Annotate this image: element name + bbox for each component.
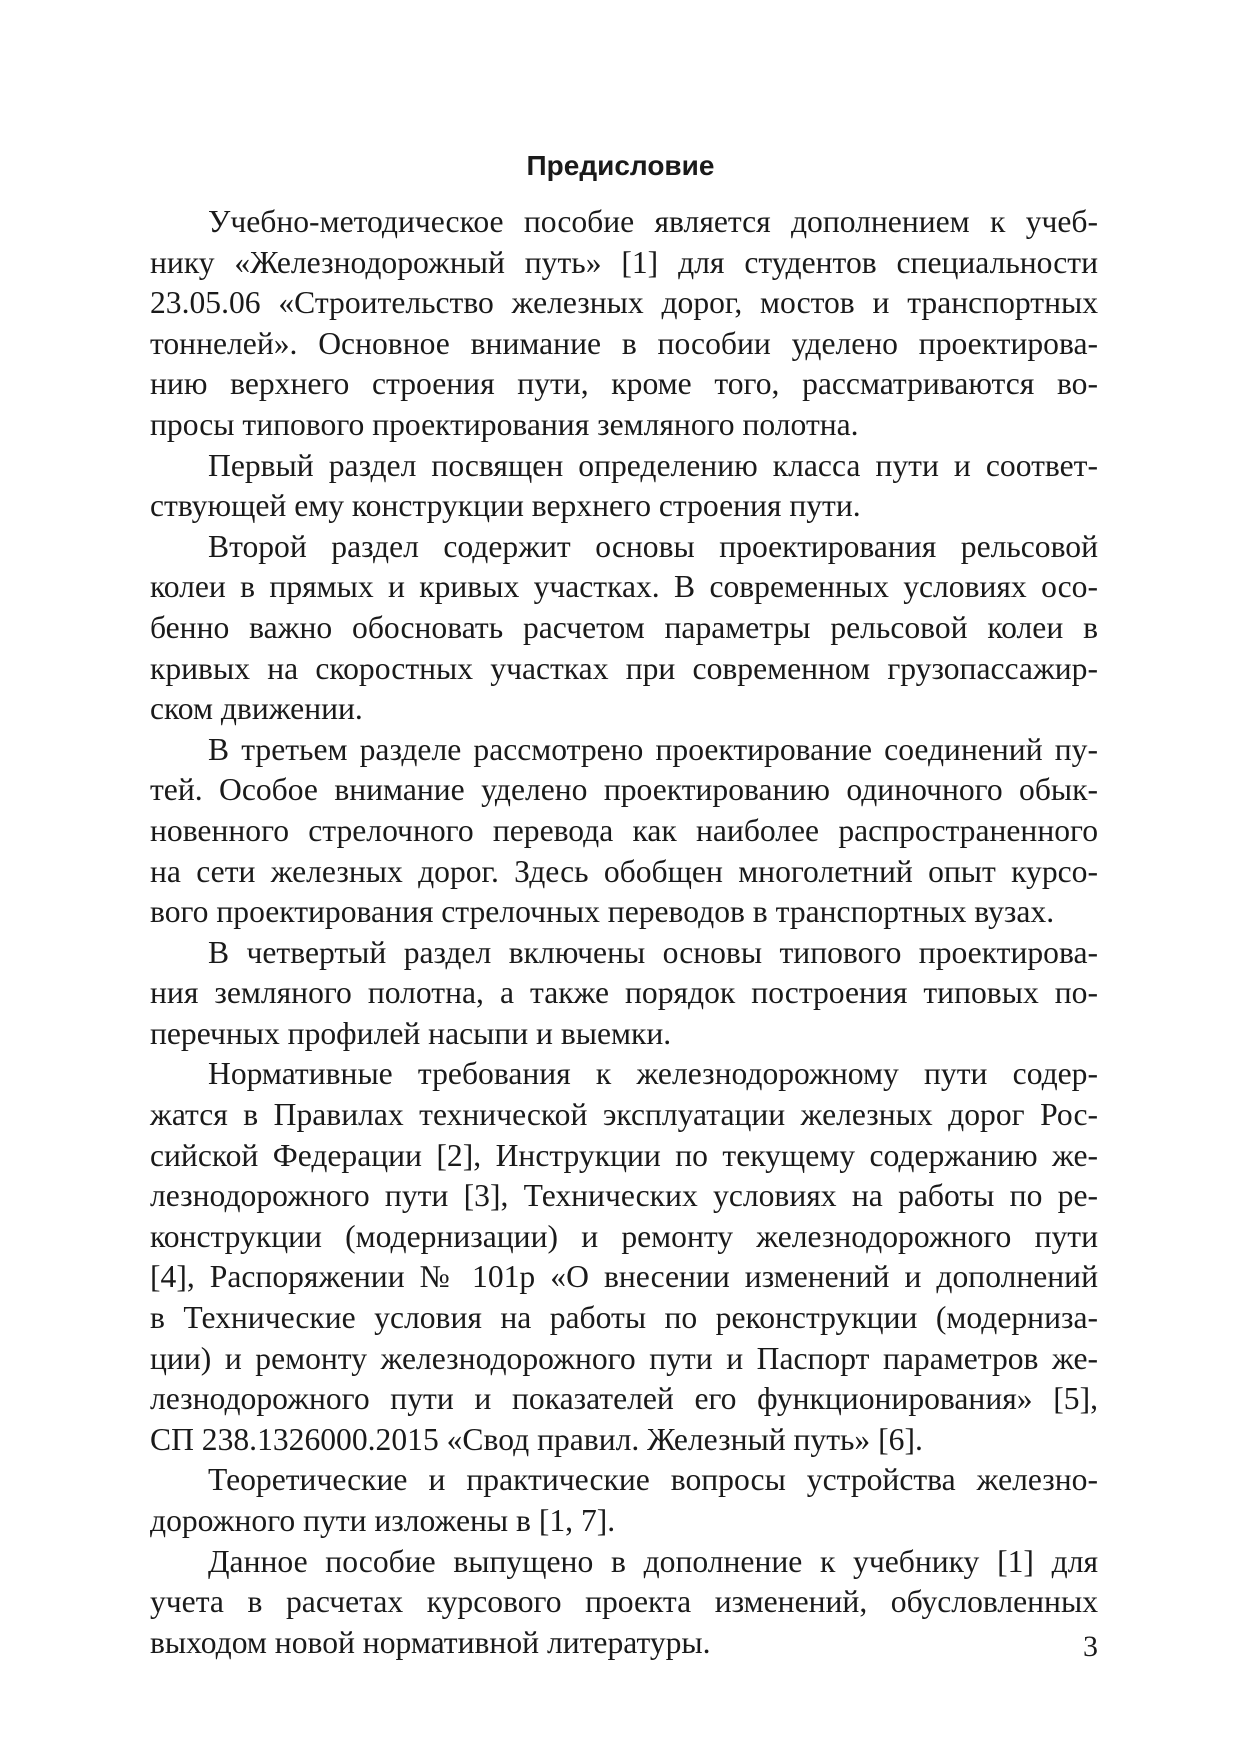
- text-line: Нормативные требования к железнодорожному пути содер-: [208, 1056, 1098, 1092]
- paragraph: [150, 1542, 1098, 1664]
- paragraph: [150, 730, 1098, 933]
- body-text: [150, 202, 1098, 1663]
- paragraph: [150, 933, 1098, 1055]
- page-number: 3: [1083, 1630, 1098, 1663]
- text-line: новенного стрелочного перевода как наиболее распространенного: [150, 812, 1098, 848]
- text-line: лезнодорожного пути [3], Технических условиях на работы по ре-: [150, 1178, 1098, 1214]
- text-line: Второй раздел содержит основы проектирования рельсовой: [208, 528, 1098, 564]
- text-line: ствующей ему конструкции верхнего строения пути.: [150, 488, 861, 524]
- text-line: на сети железных дорог. Здесь обобщен многолетний опыт курсо-: [150, 853, 1098, 889]
- text-line: лезнодорожного пути и показателей его функционирования» [5],: [150, 1381, 1098, 1417]
- text-line: ском движении.: [150, 691, 363, 727]
- text-line: В третьем разделе рассмотрено проектирование соединений пу-: [208, 731, 1098, 767]
- paragraph: [150, 1054, 1098, 1460]
- text-line: бенно важно обосновать расчетом параметры рельсовой колеи в: [150, 609, 1098, 645]
- text-line: сийской Федерации [2], Инструкции по текущему содержанию же-: [150, 1137, 1098, 1173]
- text-line: 23.05.06 «Строительство железных дорог, мостов и транспортных: [150, 285, 1098, 321]
- page-title: Предисловие: [526, 150, 715, 181]
- text-line: колеи в прямых и кривых участках. В современных условиях осо-: [150, 569, 1098, 605]
- text-line: дорожного пути изложены в [1, 7].: [150, 1503, 616, 1538]
- paragraph: [150, 202, 1098, 446]
- text-line: Первый раздел посвящен определению класса пути и соответ-: [208, 447, 1098, 483]
- text-line: ции) и ремонту железнодорожного пути и Паспорт параметров же-: [150, 1340, 1098, 1376]
- paragraph: [150, 527, 1098, 730]
- text-line: СП 238.1326000.2015 «Свод правил. Железный путь» [6].: [150, 1421, 923, 1457]
- text-line: просы типового проектирования земляного полотна.: [150, 406, 859, 442]
- text-line: тей. Особое внимание уделено проектированию одиночного обык-: [150, 772, 1098, 808]
- text-line: конструкции (модернизации) и ремонту железнодорожного пути: [150, 1218, 1098, 1254]
- text-line: Данное пособие выпущено в дополнение к учебнику [1] для: [208, 1543, 1098, 1579]
- paragraph: [150, 1460, 1098, 1541]
- text-line: нику «Железнодорожный путь» [1] для студентов специальности: [150, 244, 1098, 280]
- text-line: тоннелей». Основное внимание в пособии уделено проектирова-: [150, 325, 1098, 361]
- text-line: кривых на скоростных участках при современном грузопассажир-: [150, 650, 1098, 686]
- text-line: вого проектирования стрелочных переводов в транспортных вузах.: [150, 894, 1055, 930]
- text-line: нию верхнего строения пути, кроме того, рассматриваются во-: [150, 366, 1098, 402]
- paragraph: [150, 446, 1098, 527]
- text-line: учета в расчетах курсового проекта изменений, обусловленных: [150, 1584, 1098, 1620]
- text-line: [4], Распоряжении № 101р «О внесении изменений и дополнений: [150, 1259, 1098, 1295]
- text-line: перечных профилей насыпи и выемки.: [150, 1015, 672, 1051]
- text-line: жатся в Правилах технической эксплуатации железных дорог Рос-: [150, 1097, 1098, 1133]
- text-line: Теоретические и практические вопросы устройства железно-: [208, 1462, 1098, 1498]
- text-line: в Технические условия на работы по реконструкции (модерниза-: [150, 1300, 1098, 1336]
- text-line: В четвертый раздел включены основы типового проектирова-: [208, 934, 1098, 970]
- text-line: Учебно-методическое пособие является дополнением к учеб-: [208, 204, 1098, 239]
- text-line: выходом новой нормативной литературы.: [150, 1624, 711, 1660]
- text-line: ния земляного полотна, а также порядок построения типовых по-: [150, 975, 1098, 1011]
